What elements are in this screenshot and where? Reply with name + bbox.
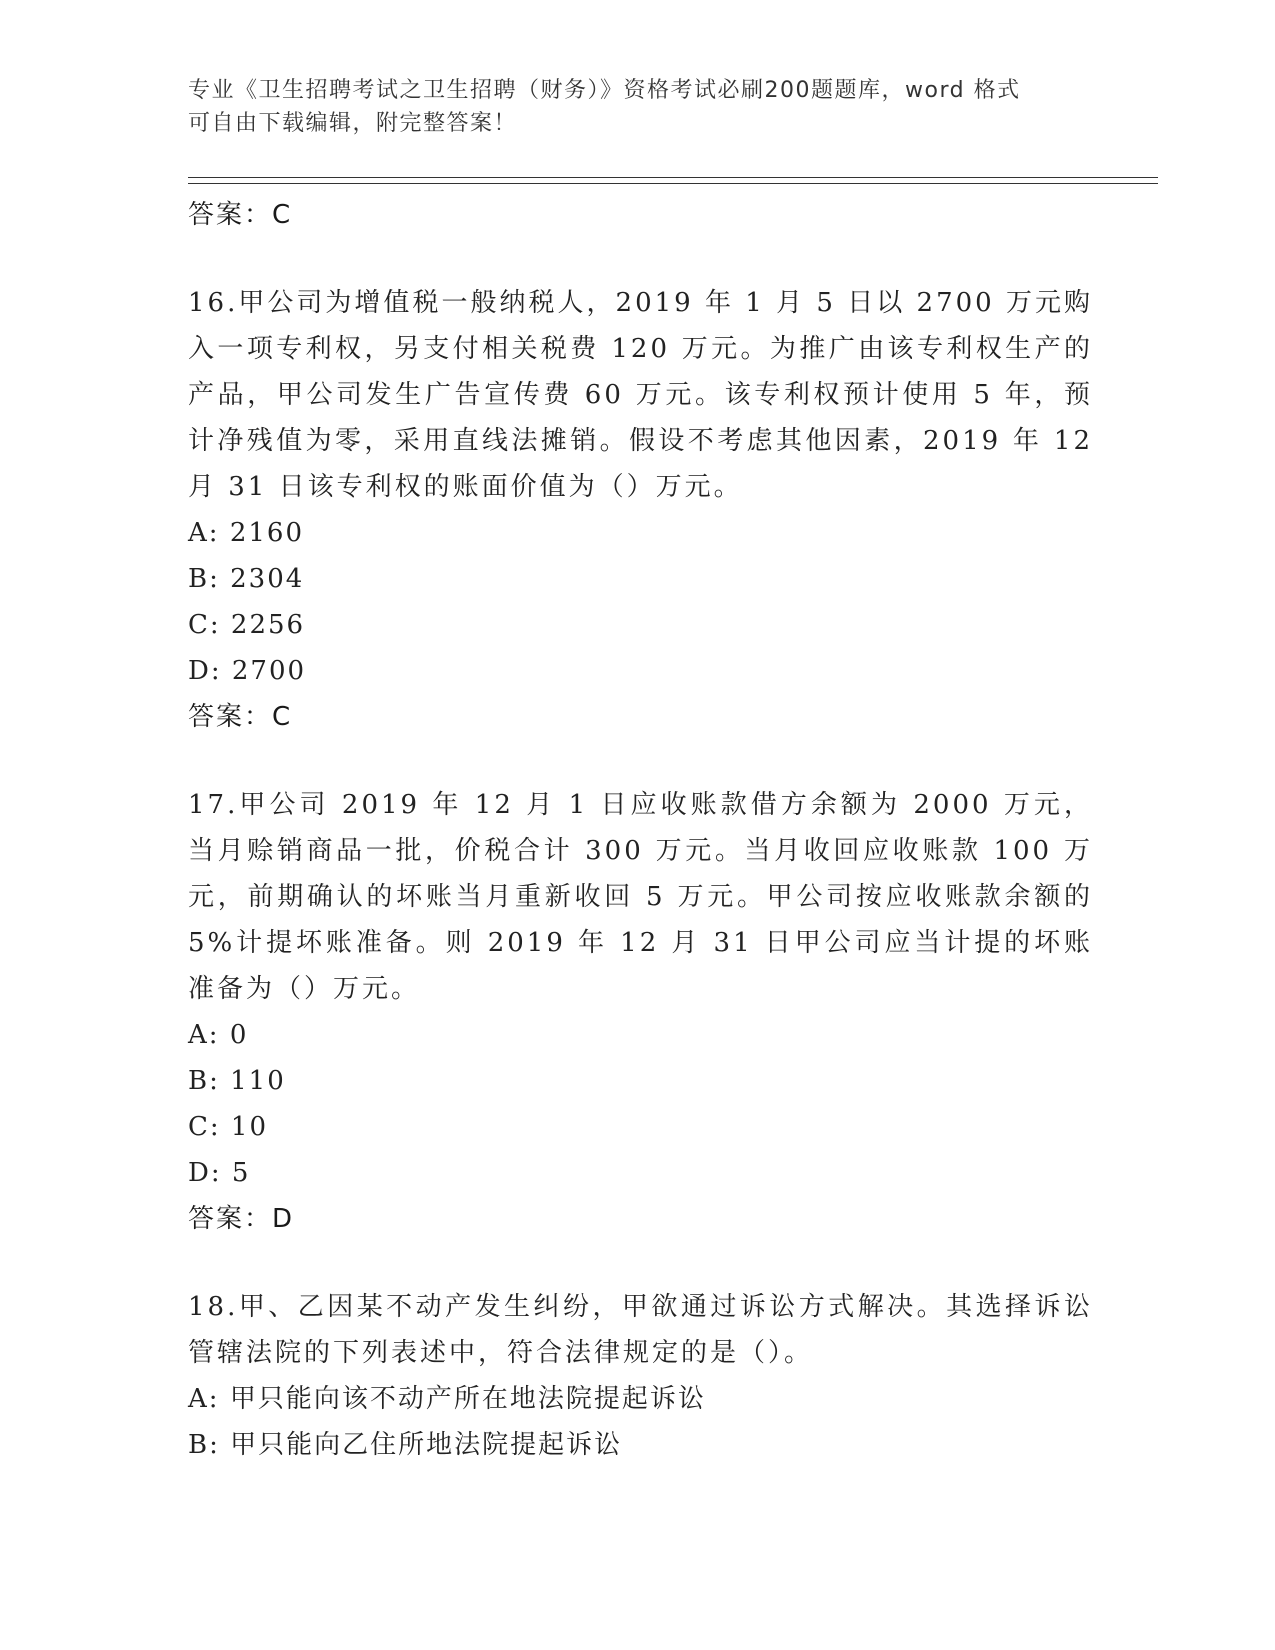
option-b <box>188 556 1093 602</box>
option-key: A: <box>188 1384 220 1414</box>
header-title-line-1: 专业《卫生招聘考试之卫生招聘（财务）》资格考试必刷200题题库，word 格式 <box>188 78 1021 103</box>
option-b <box>188 1058 1093 1104</box>
question-16 <box>188 280 1093 740</box>
option-value: 2160 <box>229 518 304 548</box>
option-a <box>188 1012 1093 1058</box>
option-value: 2700 <box>231 656 307 686</box>
option-value: 5 <box>231 1158 251 1188</box>
option-key: B: <box>188 564 220 594</box>
document-header <box>188 74 1068 140</box>
question-text: 18.甲、乙因某不动产发生纠纷，甲欲通过诉讼方式解决。其选择诉讼管辖法院的下列表述中，符合法律规定的是（）。 <box>188 1292 1093 1368</box>
answer-line: 答案：C <box>188 200 293 230</box>
question-17 <box>188 782 1093 1242</box>
option-c <box>188 602 1093 648</box>
question-text: 16.甲公司为增值税一般纳税人，2019 年 1 月 5 日以 2700 万元购入一项专利权，另支付相关税费 120 万元。为推广由该专利权生产的产品，甲公司发生广告宣传费 60 万元。该专利权预计使用 5 年，预计净残值为零，采用直线法摊销。假设不考虑其他因素，2019 年 12 月 31 日该专利权的账面价值为（）万元。 <box>188 288 1093 502</box>
option-key: B: <box>188 1430 220 1460</box>
header-divider-top <box>188 177 1158 178</box>
option-key: D: <box>188 1158 222 1188</box>
question-text: 17.甲公司 2019 年 12 月 1 日应收账款借方余额为 2000 万元，当月赊销商品一批，价税合计 300 万元。当月收回应收账款 100 万元，前期确认的坏账当月重新收回 5 万元。甲公司按应收账款余额的 5%计提坏账准备。则 2019 年 12 月 31 日甲公司应当计提的坏账准备为（）万元。 <box>188 790 1093 1004</box>
option-key: C: <box>188 1112 221 1142</box>
answer-line: 答案：C <box>188 702 293 732</box>
option-key: D: <box>188 656 222 686</box>
option-value: 110 <box>230 1066 286 1096</box>
option-value: 甲只能向该不动产所在地法院提起诉讼 <box>229 1384 706 1414</box>
option-a <box>188 510 1093 556</box>
option-c <box>188 1104 1093 1150</box>
option-key: A: <box>188 1020 220 1050</box>
option-key: B: <box>188 1066 220 1096</box>
option-value: 10 <box>230 1112 269 1142</box>
option-d <box>188 1150 1093 1196</box>
option-value: 2256 <box>230 610 306 640</box>
option-value: 甲只能向乙住所地法院提起诉讼 <box>230 1430 623 1460</box>
option-d <box>188 648 1093 694</box>
option-value: 2304 <box>230 564 305 594</box>
question-18 <box>188 1284 1093 1468</box>
option-a <box>188 1376 1093 1422</box>
option-key: C: <box>188 610 221 640</box>
header-title-line-2: 可自由下载编辑，附完整答案！ <box>188 111 518 136</box>
answer-line: 答案：D <box>188 1204 295 1234</box>
option-value: 0 <box>229 1020 249 1050</box>
document-body <box>188 192 1093 1468</box>
header-divider-bottom <box>188 183 1158 184</box>
option-b <box>188 1422 1093 1468</box>
option-key: A: <box>188 518 220 548</box>
